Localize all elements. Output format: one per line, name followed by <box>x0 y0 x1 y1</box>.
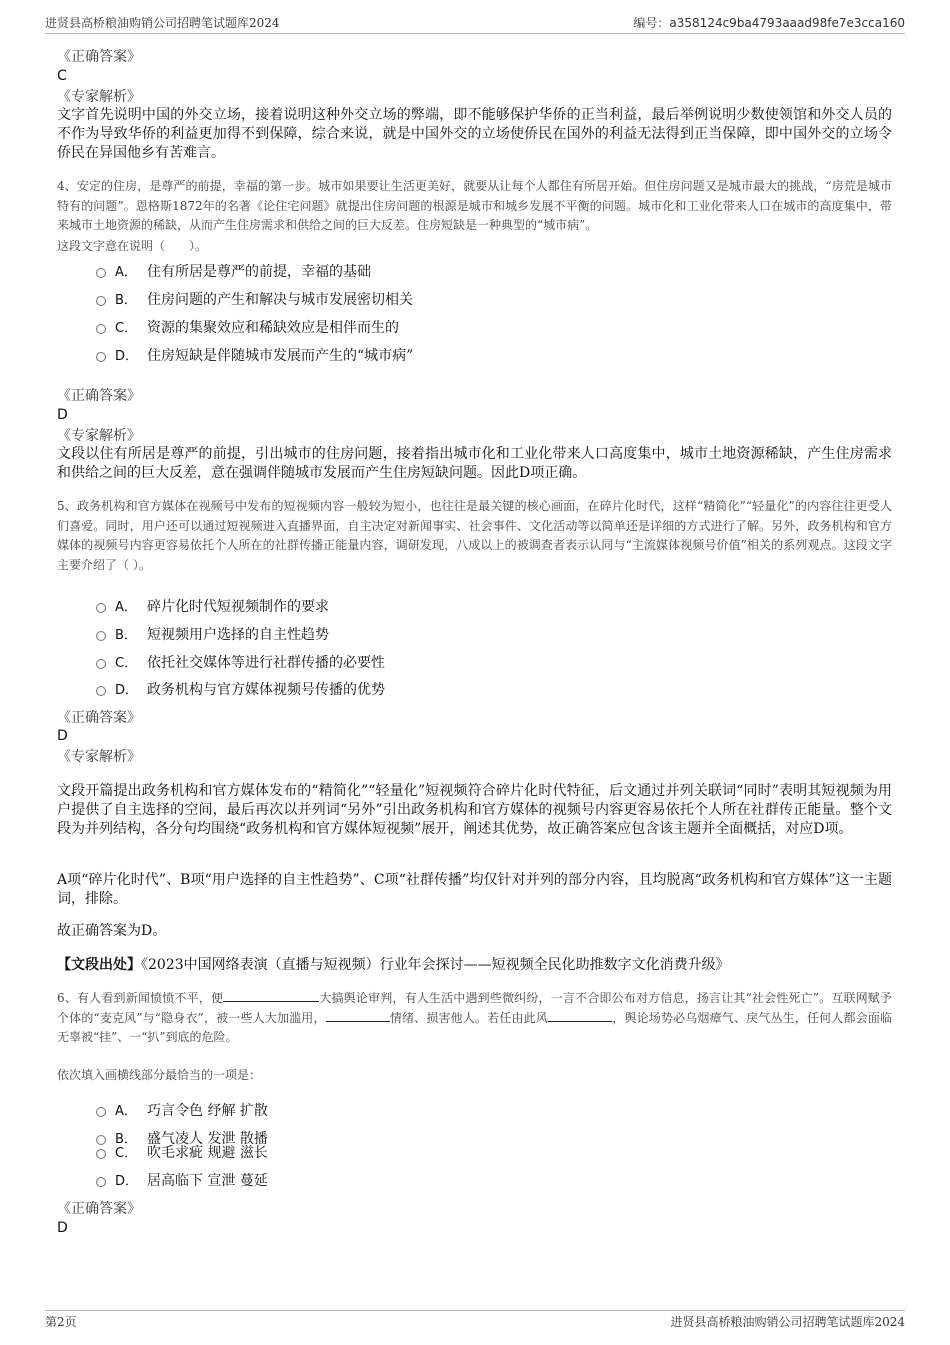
q5-option-b[interactable] <box>96 624 329 644</box>
q6-stem-part: 6、有人看到新闻愤愤不平，便 <box>57 991 224 1005</box>
q4-analysis: 文段以住有所居是尊严的前提，引出城市的住房问题，接着指出城市化和工业化带来人口高度集中，城市土地资源稀缺，产生住房需求和供给之间的巨大反差，意在强调伴随城市发展而产生住房短缺问题。因此D项正确。 <box>57 446 892 481</box>
option-letter: C． <box>115 321 138 336</box>
q4-answer: D <box>57 407 68 423</box>
fill-blank-2 <box>326 1009 390 1022</box>
q6-stem-part: 情绪、损害他人。若任由此风 <box>389 1010 549 1025</box>
source-label: 【文段出处】 <box>57 957 141 973</box>
page-number: 第2页 <box>45 1315 77 1329</box>
q4-option-d[interactable] <box>96 345 413 365</box>
analysis-label: 《专家解析》 <box>57 89 141 105</box>
answer-label: 《正确答案》 <box>57 710 141 726</box>
q4-option-a[interactable] <box>96 261 371 281</box>
source-text: 《2023中国网络表演（直播与短视频）行业年会探讨——短视频全民化助推数字文化消费升级》 <box>141 957 730 973</box>
page-header <box>45 14 905 31</box>
radio-button[interactable] <box>96 1177 106 1187</box>
q6-stem-part: ，舆论场势必乌烟瘴气、戾气丛生，任何人都会面临无辜被“挂”、一“扒”到底的危险。 <box>57 1010 892 1044</box>
q5-analysis-options: A项“碎片化时代”、B项“用户选择的自主性趋势”、C项“社群传播”均仅针对并列的部分内容，且均脱离“政务机构和官方媒体”这一主题词，排除。 <box>57 872 892 907</box>
radio-button[interactable] <box>96 1149 106 1159</box>
answer-label: 《正确答案》 <box>57 1201 141 1217</box>
option-letter: D． <box>115 1174 139 1189</box>
header-divider <box>45 33 905 34</box>
radio-button[interactable] <box>96 686 106 696</box>
q6-stem <box>57 989 892 1048</box>
option-text: 资源的集聚效应和稀缺效应是相伴而生的 <box>147 320 399 336</box>
option-text: 短视频用户选择的自主性趋势 <box>147 627 329 643</box>
option-text: 居高临下 宣泄 蔓延 <box>147 1173 268 1189</box>
option-text: 盛气凌人 发泄 散播 <box>147 1131 268 1147</box>
q4-option-b[interactable] <box>96 289 413 309</box>
option-text: 政务机构与官方媒体视频号传播的优势 <box>147 682 385 698</box>
q5-option-c[interactable] <box>96 652 385 672</box>
q4-stem: 4、安定的住房，是尊严的前提，幸福的第一步。城市如果要让生活更美好，就要从让每个人都住有所居开始。但住房问题又是城市最大的挑战，“房荒是城市特有的问题”。恩格斯1872年的名著《论住宅问题》就提出住房问题的根源是城市和城乡发展不平衡的问题。城市化和工业化带来人口在城市的高度集中，带来城市土地资源的稀缺，从而产生住房需求和供给之间的巨大反差。住房短缺是一种典型的“城市病”。 <box>57 179 892 232</box>
q4-option-c[interactable] <box>96 317 399 337</box>
radio-button[interactable] <box>96 296 106 306</box>
q4-prompt: 这段文字意在说明（ ）。 <box>57 239 208 253</box>
option-letter: D． <box>115 683 139 698</box>
answer-label: 《正确答案》 <box>57 388 141 404</box>
fill-blank-3 <box>548 1009 612 1022</box>
radio-button[interactable] <box>96 1107 106 1117</box>
option-text: 住房问题的产生和解决与城市发展密切相关 <box>147 292 413 308</box>
radio-button[interactable] <box>96 659 106 669</box>
q5-option-a[interactable] <box>96 596 329 616</box>
radio-button[interactable] <box>96 631 106 641</box>
option-letter: A． <box>115 1104 137 1119</box>
option-text: 碎片化时代短视频制作的要求 <box>147 599 329 615</box>
analysis-label: 《专家解析》 <box>57 428 141 444</box>
radio-button[interactable] <box>96 268 106 278</box>
document-id: 编号：a358124c9ba4793aaad98fe7e3cca160 <box>633 16 905 30</box>
option-letter: C． <box>115 1146 138 1161</box>
option-text: 住房短缺是伴随城市发展而产生的“城市病” <box>147 348 414 364</box>
q5-analysis: 文段开篇提出政务机构和官方媒体发布的“精简化”“轻量化”短视频符合碎片化时代特征，后文通过并列关联词“同时”表明其短视频为用户提供了自主选择的空间，最后再次以并列词“另外”引出政务机构和官方媒体的视频号内容更容易依托个人所在社群传正能量。整个文段为并列结构，各分句均围绕“政务机构和官方媒体短视频”展开，阐述其优势，故正确答案应包含该主题并全面概括，对应D项。 <box>57 783 892 837</box>
header-title: 进贤县高桥粮油购销公司招聘笔试题库2024 <box>45 16 280 30</box>
radio-button[interactable] <box>96 352 106 362</box>
q5-source <box>57 956 892 975</box>
answer-label: 《正确答案》 <box>57 49 141 65</box>
option-text: 巧言令色 纾解 扩散 <box>147 1103 268 1119</box>
option-letter: A． <box>115 600 137 615</box>
option-text: 住有所居是尊严的前提，幸福的基础 <box>147 264 371 280</box>
footer-title: 进贤县高桥粮油购销公司招聘笔试题库2024 <box>670 1315 905 1329</box>
radio-button[interactable] <box>96 324 106 334</box>
q6-stem-part: 大搞舆论审判，有人生活中遇到些微纠纷，一言不合即公布对方信息，扬言让其“社会性死亡”。互联网赋予个体的“麦克风”与“隐身衣”，被一些人大加滥用， <box>57 991 892 1025</box>
option-text: 依托社交媒体等进行社群传播的必要性 <box>147 655 385 671</box>
q6-answer: D <box>57 1220 68 1236</box>
q6-option-c[interactable] <box>96 1142 268 1162</box>
q3-analysis: 文字首先说明中国的外交立场，接着说明这种外交立场的弊端，即不能够保护华侨的正当利益，最后举例说明少数使领馆和外交人员的不作为导致华侨的利益更加得不到保障，综合来说，就是中国外交的立场使侨民在国外的利益无法得到正当保障，即中国外交的立场令侨民在异国他乡有苦难言。 <box>57 107 892 161</box>
option-letter: C． <box>115 656 138 671</box>
page-footer <box>45 1313 905 1330</box>
option-letter: B． <box>115 1132 137 1147</box>
q6-option-a[interactable] <box>96 1100 268 1120</box>
q5-analysis-conclusion: 故正确答案为D。 <box>57 923 167 939</box>
option-text: 吹毛求疵 规避 滋长 <box>147 1145 268 1161</box>
q6-prompt: 依次填入画横线部分最恰当的一项是： <box>57 1068 262 1082</box>
footer-divider <box>45 1310 905 1311</box>
q5-stem: 5、政务机构和官方媒体在视频号中发布的短视频内容一般较为短小，也往往是最关键的核心画面，在碎片化时代，这样“精简化”“轻量化”的内容往往更受人们喜爱。同时，用户还可以通过短视频进入直播界面，自主决定对新闻事实、社会事件、文化活动等以简单还是详细的方式进行了解。另外，政务机构和官方媒体的视频号内容更容易依托个人所在的社群传播正能量内容，调研发现，八成以上的被调查者表示认同与“主流媒体视频号价值”相关的系列观点。这段文字主要介绍了（ ）。 <box>57 499 892 572</box>
option-letter: B． <box>115 628 137 643</box>
fill-blank-1 <box>223 989 319 1002</box>
option-letter: A． <box>115 265 137 280</box>
analysis-label: 《专家解析》 <box>57 749 141 765</box>
q5-answer: D <box>57 728 68 744</box>
option-letter: B． <box>115 293 137 308</box>
q6-option-d[interactable] <box>96 1170 268 1190</box>
q3-answer: C <box>57 68 67 84</box>
option-letter: D． <box>115 349 139 364</box>
q5-option-d[interactable] <box>96 679 385 699</box>
radio-button[interactable] <box>96 603 106 613</box>
